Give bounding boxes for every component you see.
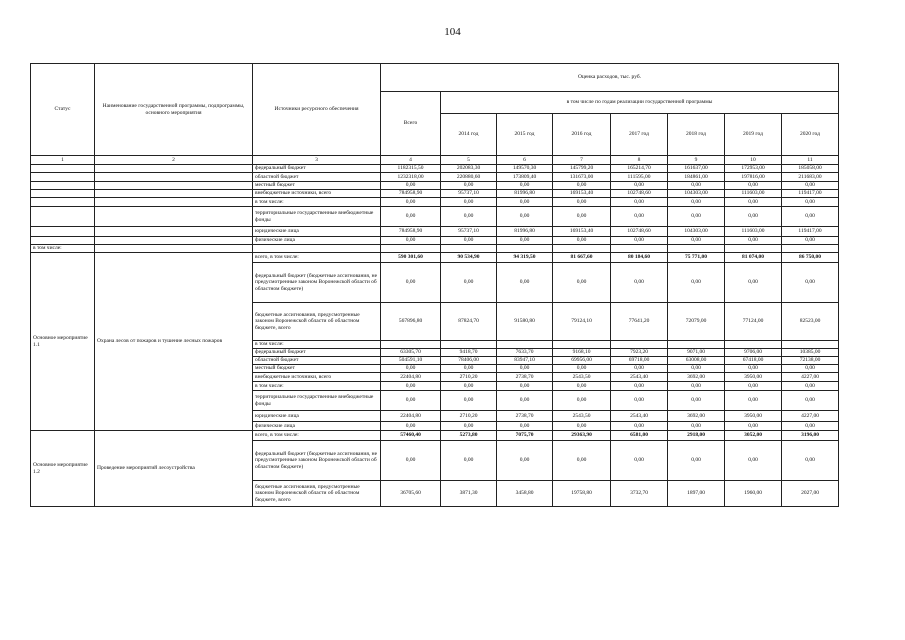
row-funding-source: местный бюджет	[253, 365, 381, 373]
row-year-value: 4227,00	[782, 373, 839, 382]
row-year-value: 0,00	[441, 207, 497, 227]
row-year-value: 202083,30	[441, 165, 497, 173]
row-year-value: 111595,00	[611, 173, 668, 182]
row-year-value: 0,00	[782, 263, 839, 303]
row-status	[31, 173, 95, 182]
row-year-value: 0,00	[441, 422, 497, 431]
row-year-value: 0,00	[668, 365, 725, 373]
row-funding-source: юридические лица	[253, 227, 381, 237]
row-year-value: 0,00	[668, 207, 725, 227]
row-year-value: 5273,80	[441, 431, 497, 441]
row-year-value	[497, 341, 553, 349]
row-funding-source: областной бюджет	[253, 357, 381, 365]
row-year-value: 0,00	[441, 382, 497, 391]
row-activity-name	[95, 198, 253, 207]
row-year-value: 87824,70	[441, 303, 497, 341]
row-year-value: 7075,70	[497, 431, 553, 441]
row-year-value: 81996,80	[497, 227, 553, 237]
table-row	[31, 237, 839, 245]
row-status	[31, 227, 95, 237]
row-funding-source: федеральный бюджет	[253, 165, 381, 173]
row-year-value: 0,00	[497, 198, 553, 207]
row-funding-source: федеральный бюджет	[253, 349, 381, 357]
row-year-value: 0,00	[553, 382, 611, 391]
row-activity-name	[95, 173, 253, 182]
row-year-value: 2543,50	[553, 373, 611, 382]
row-activity-name	[95, 165, 253, 173]
row-year-value: 0,00	[611, 422, 668, 431]
row-total-value: 1182315,50	[381, 165, 441, 173]
row-year-value: 9418,70	[441, 349, 497, 357]
row-status: Основное мероприятие 1.2	[31, 431, 95, 507]
header-sources: Источники ресурсного обеспечения	[253, 64, 381, 156]
header-year: 2015 год	[497, 114, 553, 156]
row-year-value: 63008,00	[668, 357, 725, 365]
row-funding-source: областной бюджет	[253, 173, 381, 182]
col-number: 9	[668, 156, 725, 165]
row-funding-source: в том числе:	[253, 341, 381, 349]
row-year-value: 197816,00	[725, 173, 782, 182]
row-year-value: 131673,00	[553, 173, 611, 182]
row-funding-source	[253, 245, 381, 253]
row-year-value: 29363,90	[553, 431, 611, 441]
row-year-value: 3871,30	[441, 481, 497, 507]
row-total-value: 1232318,00	[381, 173, 441, 182]
row-year-value: 0,00	[611, 237, 668, 245]
row-year-value	[782, 341, 839, 349]
row-year-value: 184861,00	[668, 173, 725, 182]
row-status: Основное мероприятие 1.1	[31, 253, 95, 431]
row-total-value: 784958,90	[381, 227, 441, 237]
row-year-value: 81 074,00	[725, 253, 782, 263]
row-year-value: 0,00	[497, 441, 553, 481]
row-year-value: 3950,00	[725, 411, 782, 422]
row-year-value: 3950,00	[725, 373, 782, 382]
row-year-value: 0,00	[611, 391, 668, 411]
row-year-value: 69718,00	[611, 357, 668, 365]
row-year-value: 0,00	[782, 441, 839, 481]
row-year-value	[668, 341, 725, 349]
col-number: 7	[553, 156, 611, 165]
table-row	[31, 253, 839, 263]
row-year-value: 0,00	[611, 382, 668, 391]
table-row	[31, 182, 839, 190]
row-year-value: 81996,80	[497, 190, 553, 198]
row-year-value: 3692,00	[668, 373, 725, 382]
row-year-value: 0,00	[441, 365, 497, 373]
col-number: 8	[611, 156, 668, 165]
row-total-value: 0,00	[381, 441, 441, 481]
row-funding-source: федеральный бюджет (бюджетные ассигнования, не предусмотренные законом Воронежской области об областном бюджете)	[253, 263, 381, 303]
row-year-value: 2543,40	[611, 411, 668, 422]
row-year-value: 81 667,60	[553, 253, 611, 263]
row-year-value: 0,00	[441, 391, 497, 411]
row-year-value: 0,00	[725, 422, 782, 431]
row-funding-source: территориальные государственные внебюджетные фонды	[253, 391, 381, 411]
row-funding-source: бюджетные ассигнования, предусмотренные законом Воронежской области об областном бюджете, всего	[253, 303, 381, 341]
row-status: в том числе:	[31, 245, 95, 253]
page-number: 104	[444, 26, 461, 38]
row-status	[31, 165, 95, 173]
row-year-value: 0,00	[497, 365, 553, 373]
row-year-value: 78406,00	[441, 357, 497, 365]
row-year-value: 0,00	[668, 441, 725, 481]
col-number: 11	[782, 156, 839, 165]
row-year-value: 0,00	[782, 422, 839, 431]
row-year-value: 0,00	[553, 182, 611, 190]
row-year-value: 0,00	[782, 365, 839, 373]
row-year-value: 6581,00	[611, 431, 668, 441]
row-year-value	[725, 341, 782, 349]
row-year-value: 3692,00	[668, 411, 725, 422]
row-year-value: 0,00	[611, 263, 668, 303]
col-number: 3	[253, 156, 381, 165]
row-year-value	[553, 245, 611, 253]
row-year-value: 0,00	[725, 441, 782, 481]
row-year-value: 4227,00	[782, 411, 839, 422]
row-year-value: 2027,00	[782, 481, 839, 507]
row-year-value: 95737,10	[441, 227, 497, 237]
row-activity-name	[95, 245, 253, 253]
row-year-value: 0,00	[497, 263, 553, 303]
row-year-value: 0,00	[668, 198, 725, 207]
header-name: Наименование государственной программы, подпрограммы, основного мероприятия	[95, 64, 253, 156]
row-year-value: 0,00	[611, 441, 668, 481]
row-year-value: 2918,00	[668, 431, 725, 441]
row-year-value: 0,00	[725, 237, 782, 245]
row-activity-name	[95, 190, 253, 198]
row-year-value: 1960,00	[725, 481, 782, 507]
row-year-value: 165214,70	[611, 165, 668, 173]
row-year-value: 72079,00	[668, 303, 725, 341]
row-funding-source: всего, в том числе:	[253, 431, 381, 441]
row-year-value: 111603,00	[725, 190, 782, 198]
row-year-value: 83947,10	[497, 357, 553, 365]
row-year-value: 9706,00	[725, 349, 782, 357]
row-year-value: 0,00	[553, 365, 611, 373]
row-year-value: 2738,70	[497, 373, 553, 382]
row-year-value: 9071,00	[668, 349, 725, 357]
row-year-value	[668, 245, 725, 253]
table-row	[31, 190, 839, 198]
header-year: 2018 год	[668, 114, 725, 156]
row-year-value: 104303,00	[668, 227, 725, 237]
row-year-value: 0,00	[725, 382, 782, 391]
row-total-value: 57460,40	[381, 431, 441, 441]
row-year-value: 0,00	[668, 237, 725, 245]
row-activity-name: Проведение мероприятий лесоустройства	[95, 431, 253, 507]
row-year-value: 169153,40	[553, 227, 611, 237]
row-year-value: 0,00	[668, 263, 725, 303]
row-activity-name	[95, 227, 253, 237]
row-year-value: 0,00	[668, 382, 725, 391]
row-total-value: 0,00	[381, 391, 441, 411]
row-funding-source: в том числе:	[253, 198, 381, 207]
row-year-value: 161637,00	[668, 165, 725, 173]
row-year-value: 3196,00	[782, 431, 839, 441]
row-year-value: 1897,00	[668, 481, 725, 507]
row-year-value: 0,00	[497, 382, 553, 391]
table-row	[31, 165, 839, 173]
row-total-value: 504591,10	[381, 357, 441, 365]
row-status	[31, 198, 95, 207]
row-year-value: 2738,70	[497, 411, 553, 422]
row-activity-name	[95, 237, 253, 245]
row-funding-source: внебюджетные источники, всего	[253, 373, 381, 382]
row-funding-source: территориальные государственные внебюджетные фонды	[253, 207, 381, 227]
row-year-value: 80 184,60	[611, 253, 668, 263]
header-total: Всего	[381, 92, 441, 156]
row-year-value: 94 319,50	[497, 253, 553, 263]
row-year-value: 0,00	[725, 365, 782, 373]
row-year-value: 77641,20	[611, 303, 668, 341]
row-year-value: 7633,70	[497, 349, 553, 357]
row-year-value	[497, 245, 553, 253]
row-total-value: 0,00	[381, 198, 441, 207]
row-year-value: 0,00	[611, 207, 668, 227]
row-year-value: 0,00	[441, 237, 497, 245]
row-year-value	[611, 245, 668, 253]
row-year-value: 0,00	[782, 237, 839, 245]
row-year-value: 0,00	[553, 263, 611, 303]
row-year-value: 172953,00	[725, 165, 782, 173]
row-total-value: 0,00	[381, 382, 441, 391]
row-year-value	[725, 245, 782, 253]
row-total-value: 0,00	[381, 207, 441, 227]
row-year-value: 0,00	[782, 198, 839, 207]
row-year-value: 0,00	[441, 441, 497, 481]
row-year-value: 0,00	[497, 207, 553, 227]
row-total-value: 22404,80	[381, 411, 441, 422]
row-year-value: 169153,40	[553, 190, 611, 198]
row-year-value	[611, 341, 668, 349]
row-year-value: 0,00	[497, 391, 553, 411]
row-year-value: 86 750,00	[782, 253, 839, 263]
row-year-value	[782, 245, 839, 253]
row-year-value: 0,00	[553, 237, 611, 245]
row-year-value: 0,00	[725, 263, 782, 303]
header-year: 2017 год	[611, 114, 668, 156]
row-funding-source: федеральный бюджет (бюджетные ассигнования, не предусмотренные законом Воронежской области об областном бюджете)	[253, 441, 381, 481]
row-year-value: 0,00	[497, 237, 553, 245]
row-total-value: 0,00	[381, 182, 441, 190]
row-funding-source: физические лица	[253, 237, 381, 245]
row-funding-source: юридические лица	[253, 411, 381, 422]
row-funding-source: бюджетные ассигнования, предусмотренные законом Воронежской области об областном бюджете, всего	[253, 481, 381, 507]
col-number: 1	[31, 156, 95, 165]
row-activity-name: Охрана лесов от пожаров и тушение лесных пожаров	[95, 253, 253, 431]
row-year-value: 0,00	[782, 182, 839, 190]
row-year-value: 111603,00	[725, 227, 782, 237]
header-year: 2016 год	[553, 114, 611, 156]
row-year-value: 102748,60	[611, 227, 668, 237]
row-year-value: 173809,40	[497, 173, 553, 182]
row-total-value: 36705,60	[381, 481, 441, 507]
row-year-value: 72138,00	[782, 357, 839, 365]
table-row	[31, 173, 839, 182]
row-year-value: 2543,40	[611, 373, 668, 382]
row-funding-source: местный бюджет	[253, 182, 381, 190]
col-number: 4	[381, 156, 441, 165]
row-year-value: 0,00	[611, 365, 668, 373]
row-year-value	[441, 245, 497, 253]
row-year-value: 0,00	[553, 422, 611, 431]
row-year-value: 79124,10	[553, 303, 611, 341]
row-year-value: 19758,80	[553, 481, 611, 507]
row-year-value: 0,00	[782, 382, 839, 391]
row-activity-name	[95, 207, 253, 227]
row-year-value: 0,00	[668, 422, 725, 431]
row-funding-source: в том числе:	[253, 382, 381, 391]
row-total-value: 63305,70	[381, 349, 441, 357]
row-year-value: 211683,00	[782, 173, 839, 182]
header-year: 2020 год	[782, 114, 839, 156]
row-year-value: 0,00	[553, 441, 611, 481]
row-year-value: 0,00	[553, 207, 611, 227]
row-year-value: 0,00	[725, 198, 782, 207]
row-year-value: 3732,70	[611, 481, 668, 507]
row-year-value: 0,00	[725, 391, 782, 411]
row-year-value: 145799,20	[553, 165, 611, 173]
row-year-value: 0,00	[553, 391, 611, 411]
row-year-value: 119417,00	[782, 227, 839, 237]
row-year-value: 77124,00	[725, 303, 782, 341]
row-year-value: 2710,20	[441, 411, 497, 422]
table-row	[31, 245, 839, 253]
row-total-value: 0,00	[381, 422, 441, 431]
table-row	[31, 227, 839, 237]
row-year-value: 0,00	[441, 198, 497, 207]
header-status: Статус	[31, 64, 95, 156]
row-year-value: 0,00	[668, 182, 725, 190]
row-total-value: 0,00	[381, 365, 441, 373]
row-year-value: 104303,00	[668, 190, 725, 198]
expenditure-table	[30, 63, 839, 507]
row-status	[31, 207, 95, 227]
row-year-value: 0,00	[668, 391, 725, 411]
row-year-value: 95737,10	[441, 190, 497, 198]
row-total-value	[381, 245, 441, 253]
row-year-value: 67418,00	[725, 357, 782, 365]
row-status	[31, 237, 95, 245]
row-year-value: 0,00	[725, 182, 782, 190]
row-year-value	[441, 341, 497, 349]
row-year-value: 10385,00	[782, 349, 839, 357]
row-year-value: 0,00	[497, 422, 553, 431]
row-total-value: 0,00	[381, 237, 441, 245]
row-year-value: 2710,20	[441, 373, 497, 382]
header-estimate: Оценка расходов, тыс. руб.	[381, 64, 839, 92]
row-year-value: 91580,80	[497, 303, 553, 341]
table-row	[31, 198, 839, 207]
header-year: 2014 год	[441, 114, 497, 156]
row-year-value: 75 771,00	[668, 253, 725, 263]
row-year-value: 2543,50	[553, 411, 611, 422]
col-number: 6	[497, 156, 553, 165]
table-row	[31, 207, 839, 227]
col-number: 2	[95, 156, 253, 165]
row-year-value: 220880,60	[441, 173, 497, 182]
table-row	[31, 431, 839, 441]
row-year-value: 9168,10	[553, 349, 611, 357]
row-year-value	[553, 341, 611, 349]
row-year-value: 3458,80	[497, 481, 553, 507]
row-funding-source: физические лица	[253, 422, 381, 431]
row-year-value: 0,00	[441, 182, 497, 190]
row-year-value: 0,00	[782, 207, 839, 227]
row-year-value: 3052,00	[725, 431, 782, 441]
row-year-value: 149570,30	[497, 165, 553, 173]
row-total-value: 22404,80	[381, 373, 441, 382]
row-funding-source: всего, в том числе:	[253, 253, 381, 263]
row-status	[31, 182, 95, 190]
row-year-value: 0,00	[611, 198, 668, 207]
col-number: 5	[441, 156, 497, 165]
header-by-years: в том числе по годам реализации государственной программы	[441, 92, 839, 114]
row-year-value: 69956,00	[553, 357, 611, 365]
row-year-value: 82523,00	[782, 303, 839, 341]
row-year-value: 7923,20	[611, 349, 668, 357]
header-year: 2019 год	[725, 114, 782, 156]
row-year-value: 185058,00	[782, 165, 839, 173]
row-year-value: 0,00	[725, 207, 782, 227]
row-total-value: 567896,80	[381, 303, 441, 341]
col-number: 10	[725, 156, 782, 165]
row-year-value: 0,00	[782, 391, 839, 411]
row-year-value: 0,00	[611, 182, 668, 190]
row-total-value: 784958,90	[381, 190, 441, 198]
row-year-value: 90 534,90	[441, 253, 497, 263]
row-year-value: 0,00	[441, 263, 497, 303]
row-year-value: 0,00	[553, 198, 611, 207]
row-year-value: 102748,60	[611, 190, 668, 198]
row-total-value: 0,00	[381, 263, 441, 303]
row-funding-source: внебюджетные источники, всего	[253, 190, 381, 198]
row-activity-name	[95, 182, 253, 190]
row-year-value: 119417,00	[782, 190, 839, 198]
row-total-value: 590 301,60	[381, 253, 441, 263]
row-status	[31, 190, 95, 198]
row-total-value	[381, 341, 441, 349]
row-year-value: 0,00	[497, 182, 553, 190]
